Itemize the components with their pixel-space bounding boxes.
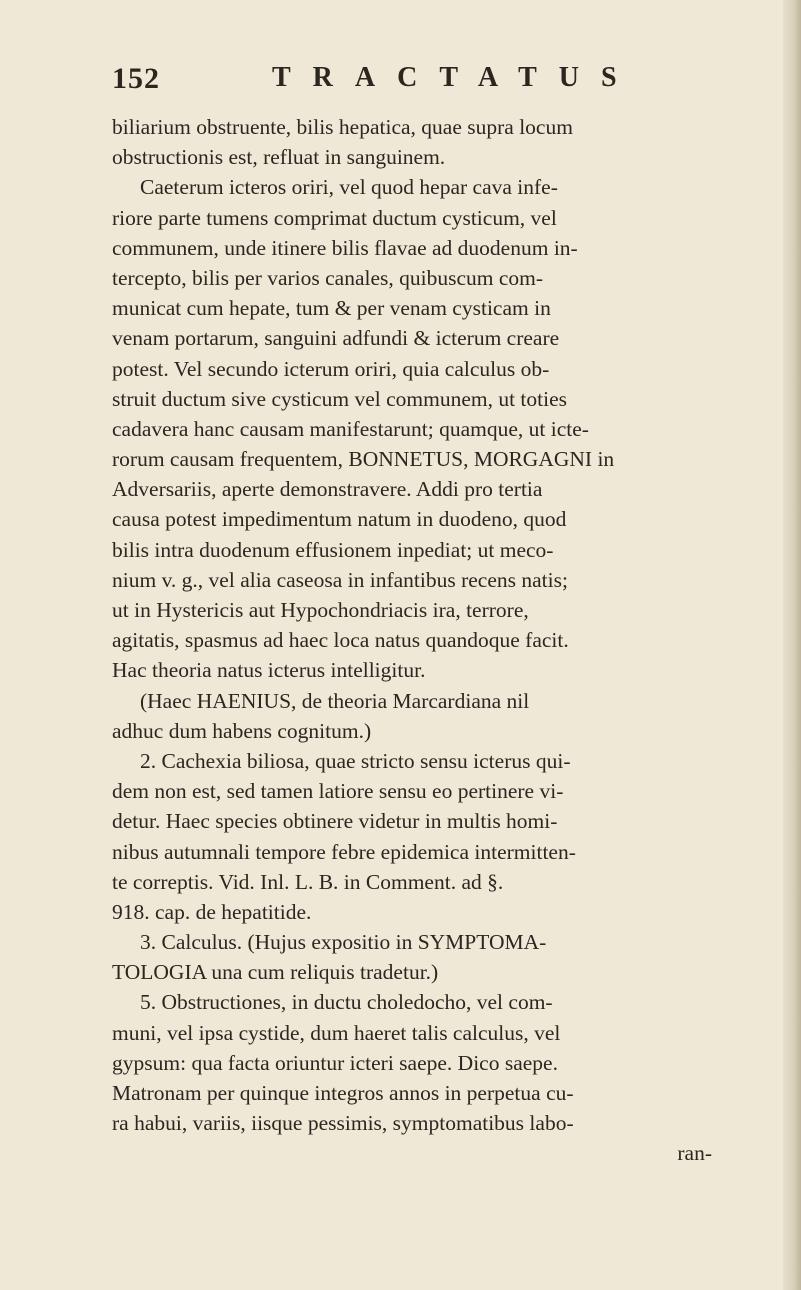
text-line: communem, unde itinere bilis flavae ad duodenum in- xyxy=(112,235,578,260)
text-line: Matronam per quinque integros annos in perpetua cu- xyxy=(112,1081,574,1105)
text-line: 5. Obstructiones, in ductu choledocho, vel com- xyxy=(140,990,553,1015)
text-line: potest. Vel secundo icterum oriri, quia calculus ob- xyxy=(112,356,550,381)
text-line: nium v. g., vel alia caseosa in infantibus recens natis; xyxy=(112,567,568,592)
page-edge xyxy=(783,0,801,1290)
text-line: bilis intra duodenum effusionem inpediat; ut meco- xyxy=(112,537,554,562)
text-line: municat cum hepate, tum & per venam cysticam in xyxy=(112,296,551,321)
text-line: cadavera hanc causam manifestarunt; quamque, ut icte- xyxy=(112,416,589,441)
text-line: struit ductum sive cysticum vel communem, ut toties xyxy=(112,386,568,411)
text-line: te correptis. Vid. Inl. L. B. in Comment. ad §. xyxy=(112,869,504,894)
page-number: 152 xyxy=(112,62,160,95)
page-header xyxy=(112,62,712,102)
text-line: Caeterum icteros oriri, vel quod hepar cava infe- xyxy=(140,175,558,200)
catchword: ran- xyxy=(677,1141,712,1166)
text-line: TOLOGIA una cum reliquis tradetur.) xyxy=(112,960,439,985)
text-line: 918. cap. de hepatitide. xyxy=(112,899,312,924)
body-text xyxy=(112,112,752,1169)
text-line: biliarium obstruente, bilis hepatica, quae supra locum xyxy=(112,115,573,139)
text-line: 3. Calculus. (Hujus expositio in SYMPTOMA- xyxy=(140,930,547,955)
text-line: causa potest impedimentum natum in duodeno, quod xyxy=(112,507,567,532)
text-line: gypsum: qua facta oriuntur icteri saepe. Dico saepe. xyxy=(112,1050,558,1075)
text-line: ra habui, variis, iisque pessimis, symptomatibus labo- xyxy=(112,1111,574,1136)
text-line: (Haec HAENIUS, de theoria Marcardiana nil xyxy=(140,688,530,713)
text-line: ut in Hystericis aut Hypochondriacis ira, terrore, xyxy=(112,598,529,622)
running-title: TRACTATUS xyxy=(272,62,639,93)
text-line: nibus autumnali tempore febre epidemica intermitten- xyxy=(112,839,576,864)
text-line: agitatis, spasmus ad haec loca natus quandoque facit. xyxy=(112,628,569,653)
text-line: venam portarum, sanguini adfundi & icterum creare xyxy=(112,326,560,351)
text-line: muni, vel ipsa cystide, dum haeret talis calculus, vel xyxy=(112,1020,561,1045)
text-line: Adversariis, aperte demonstravere. Addi pro tertia xyxy=(112,477,543,502)
text-line: dem non est, sed tamen latiore sensu eo pertinere vi- xyxy=(112,779,564,804)
text-line: riore parte tumens comprimat ductum cysticum, vel xyxy=(112,205,557,230)
text-line: tercepto, bilis per varios canales, quibuscum com- xyxy=(112,265,544,290)
text-line: obstructionis est, refluat in sanguinem. xyxy=(112,145,446,170)
text-line: 2. Cachexia biliosa, quae stricto sensu icterus qui- xyxy=(140,748,571,773)
text-line: rorum causam frequentem, BONNETUS, MORGAGNI in xyxy=(112,447,615,472)
text-line: adhuc dum habens cognitum.) xyxy=(112,718,372,743)
text-line: Hac theoria natus icterus intelligitur. xyxy=(112,658,426,683)
text-line: detur. Haec species obtinere videtur in multis homi- xyxy=(112,809,558,834)
